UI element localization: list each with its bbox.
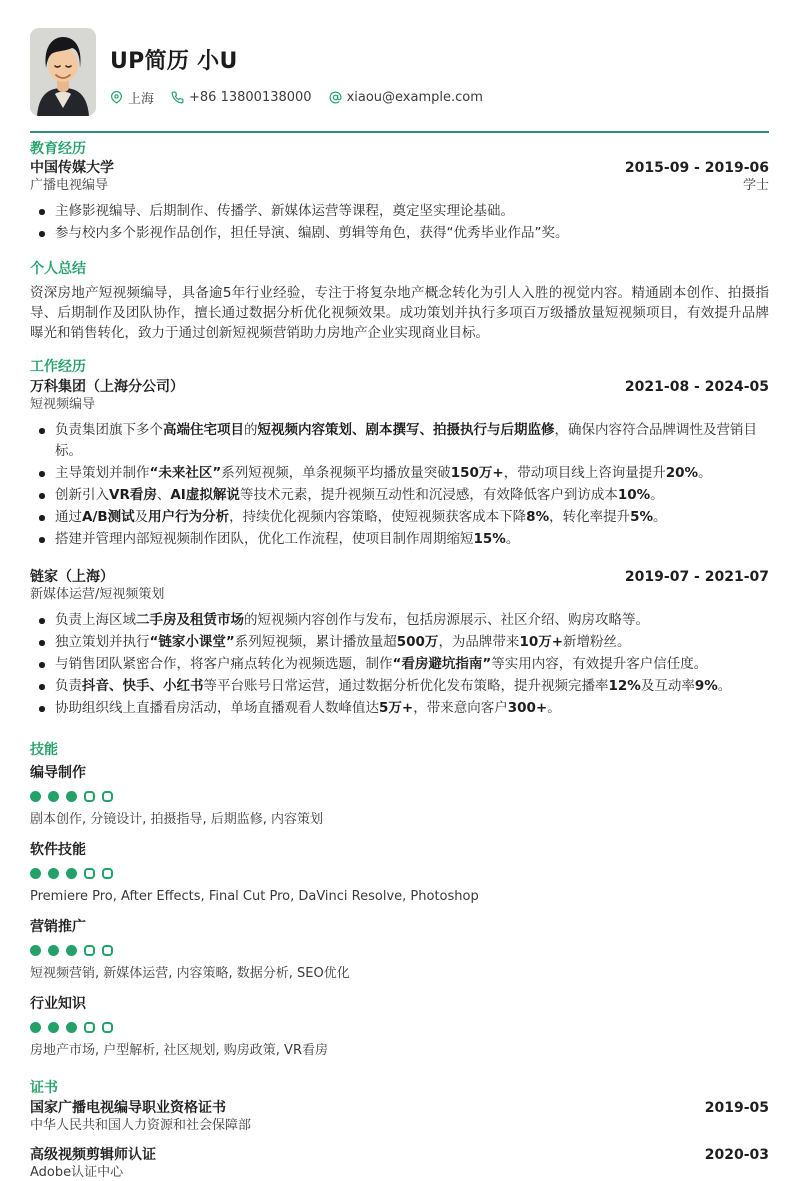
- bullet-item: 参与校内多个影视作品创作，担任导演、编剧、剪辑等角色，获得“优秀毕业作品”奖。: [30, 223, 769, 244]
- bullet-highlight: 12%: [608, 678, 641, 694]
- bullet-text: ，确保内容符合品牌调性及营销目标。: [55, 422, 757, 459]
- header: [30, 0, 769, 116]
- header-divider: [30, 131, 769, 133]
- cert-head-row: [30, 1100, 769, 1117]
- bullet-highlight: 20%: [665, 465, 699, 481]
- bullet-highlight: 8%: [526, 509, 550, 525]
- cert-name: 国家广播电视编导职业资格证书: [30, 1100, 226, 1116]
- job-list: [30, 379, 769, 719]
- education-degree: 学士: [742, 178, 769, 193]
- job-head-row: [30, 569, 769, 586]
- bullet-highlight: 5%: [630, 509, 654, 525]
- bullet-text: ，带来意向客户: [413, 700, 508, 716]
- bullet-text: 通过: [55, 509, 82, 525]
- job-bullets: [30, 610, 769, 719]
- skill-items: 房地产市场, 户型解析, 社区规划, 购房政策, VR看房: [30, 1043, 328, 1058]
- bullet-highlight: AI虚拟解说: [170, 487, 240, 503]
- cert-date: 2019-05: [704, 1100, 769, 1116]
- bullet-text: 负责: [55, 678, 82, 694]
- bullet-highlight: 用户行为分析: [148, 509, 230, 525]
- bullet-text: 的: [244, 422, 258, 438]
- bullet-item: [30, 485, 769, 506]
- skill-dot-empty: [84, 945, 95, 956]
- school-name: 中国传媒大学: [30, 160, 114, 176]
- education-bullets: [30, 201, 769, 244]
- skill-dot-empty: [102, 868, 113, 879]
- skill-dot-filled: [48, 945, 59, 956]
- cert-item: [30, 1100, 769, 1134]
- bullet-highlight: 9%: [694, 678, 718, 694]
- education-sub-row: [30, 178, 769, 194]
- bullet-text: 主导策划并制作: [55, 465, 150, 481]
- bullet-highlight: VR看房: [109, 487, 157, 503]
- bullet-highlight: “链家小课堂”: [149, 634, 235, 650]
- bullet-item: [30, 698, 769, 719]
- location-pin-icon: [110, 91, 123, 104]
- bullet-text: 负责上海区域: [55, 612, 136, 628]
- skill-dot-filled: [66, 791, 77, 802]
- contact-row: [110, 88, 483, 107]
- bullet-highlight: 150万+: [450, 465, 504, 481]
- bullet-text: 。: [653, 509, 667, 525]
- bullet-highlight: 300+: [507, 700, 548, 716]
- education-date: 2015-09 - 2019-06: [624, 160, 769, 176]
- skill-dot-empty: [102, 791, 113, 802]
- skill-level-dots: [30, 1022, 769, 1033]
- bullet-item: [30, 654, 769, 675]
- bullet-text: 独立策划并执行: [55, 634, 150, 650]
- bullet-text: 创新引入: [55, 487, 109, 503]
- bullet-text: ，持续优化视频内容策略，使短视频获客成本下降: [229, 509, 527, 525]
- bullet-item: [30, 507, 769, 528]
- company-name: 链家（上海）: [30, 569, 114, 585]
- bullet-text: 。: [650, 487, 664, 503]
- skill-group: [30, 996, 769, 1059]
- cert-date: 2020-03: [704, 1147, 769, 1163]
- skill-items: Premiere Pro, After Effects, Final Cut Pro, DaVinci Resolve, Photoshop: [30, 889, 479, 904]
- contact-phone-text: +86 13800138000: [189, 90, 312, 105]
- skill-dot-empty: [84, 1022, 95, 1033]
- section-title-skills: 技能: [30, 742, 58, 758]
- company-name: 万科集团（上海分公司）: [30, 379, 184, 395]
- contact-email: [329, 90, 483, 105]
- job-head-row: [30, 379, 769, 396]
- section-certs: [30, 1080, 769, 1181]
- skill-name: 编导制作: [30, 765, 86, 781]
- bullet-item: [30, 420, 769, 462]
- section-summary: [30, 261, 769, 343]
- contact-phone: [171, 90, 312, 105]
- cert-head-row: [30, 1147, 769, 1164]
- skill-level-dots: [30, 868, 769, 879]
- bullet-item: [30, 529, 769, 550]
- section-skills: [30, 742, 769, 1059]
- skill-group: [30, 842, 769, 905]
- cert-list: [30, 1100, 769, 1181]
- header-identity: [110, 28, 483, 116]
- education-major: 广播电视编导: [30, 178, 109, 193]
- section-title-certs: 证书: [30, 1080, 58, 1096]
- skill-dot-filled: [48, 791, 59, 802]
- skill-dot-filled: [48, 1022, 59, 1033]
- skill-dot-filled: [30, 868, 41, 879]
- job: [30, 569, 769, 719]
- skill-dot-empty: [84, 791, 95, 802]
- bullet-text: 新增粉丝。: [563, 634, 631, 650]
- phone-icon: [171, 91, 184, 104]
- bullet-highlight: 二手房及租赁市场: [136, 612, 244, 628]
- bullet-highlight: 10%: [617, 487, 651, 503]
- job-role: 新媒体运营/短视频策划: [30, 587, 165, 602]
- bullet-text: 及: [134, 509, 149, 525]
- profile-photo-illustration: [30, 28, 96, 116]
- section-experience: [30, 359, 769, 719]
- skill-name: 软件技能: [30, 842, 86, 858]
- bullet-text: ，为品牌带来: [438, 634, 520, 650]
- skill-name: 行业知识: [30, 996, 86, 1012]
- bullet-highlight: A/B测试: [82, 509, 135, 525]
- bullet-text: 等技术元素，提升视频互动性和沉浸感，有效降低客户到访成本: [239, 487, 618, 503]
- section-title-experience: 工作经历: [30, 359, 86, 375]
- skill-dot-empty: [102, 1022, 113, 1033]
- bullet-text: 及互动率: [640, 678, 695, 694]
- summary-text: 资深房地产短视频编导，具备逾5年行业经验，专注于将复杂地产概念转化为引人入胜的视觉内容。精通剧本创作、拍摄指导、后期制作及团队协作，擅长通过数据分析优化视频效果。成功策划并执行多项百万级播放量短视频项目，有效提升品牌曝光和销售转化，致力于通过创新短视频营销助力房地产企业实现商业目标。: [30, 285, 769, 341]
- bullet-highlight: 短视频内容策划、剧本撰写、拍摄执行与后期监修: [257, 422, 555, 438]
- bullet-text: 负责集团旗下多个: [55, 422, 163, 438]
- cert-item: [30, 1147, 769, 1181]
- job-bullets: [30, 420, 769, 550]
- skill-dot-filled: [66, 945, 77, 956]
- skill-dot-filled: [66, 1022, 77, 1033]
- skill-name: 营销推广: [30, 919, 86, 935]
- bullet-highlight: “未来社区”: [149, 465, 222, 481]
- bullet-text: 协助组织线上直播看房活动，单场直播观看人数峰值达: [55, 700, 379, 716]
- bullet-highlight: 高端住宅项目: [163, 422, 244, 438]
- bullet-text: 系列短视频，累计播放量超: [234, 634, 397, 650]
- section-education: [30, 141, 769, 244]
- skill-group: [30, 919, 769, 982]
- bullet-text: 、: [156, 487, 171, 503]
- skill-dot-empty: [84, 868, 95, 879]
- skill-level-dots: [30, 791, 769, 802]
- skill-dot-empty: [102, 945, 113, 956]
- bullet-item: 主修影视编导、后期制作、传播学、新媒体运营等课程，奠定坚实理论基础。: [30, 201, 769, 222]
- bullet-highlight: 500万: [396, 634, 439, 650]
- bullet-text: 搭建并管理内部短视频制作团队，优化工作流程，使项目制作周期缩短: [55, 531, 474, 547]
- section-title-summary: 个人总结: [30, 261, 86, 277]
- bullet-text: 。: [547, 700, 561, 716]
- skill-items: 短视频营销, 新媒体运营, 内容策略, 数据分析, SEO优化: [30, 966, 350, 981]
- cert-name: 高级视频剪辑师认证: [30, 1147, 156, 1163]
- bullet-item: [30, 632, 769, 653]
- bullet-highlight: 10万+: [519, 634, 564, 650]
- bullet-text: 。: [717, 678, 732, 694]
- bullet-text: 的短视频内容创作与发布，包括房源展示、社区介绍、购房攻略等。: [244, 612, 649, 628]
- contact-location: [110, 88, 154, 107]
- job-date: 2019-07 - 2021-07: [624, 569, 769, 585]
- person-name: UP简历 小U: [110, 49, 238, 74]
- bullet-item: [30, 676, 769, 697]
- job-date: 2021-08 - 2024-05: [624, 379, 769, 395]
- skill-dot-filled: [30, 945, 41, 956]
- skill-dot-filled: [30, 1022, 41, 1033]
- bullet-highlight: 抖音、快手、小红书: [82, 678, 204, 694]
- bullet-text: 等平台账号日常运营，通过数据分析优化发布策略，提升视频完播率: [203, 678, 609, 694]
- cert-issuer: Adobe认证中心: [30, 1165, 124, 1180]
- section-title-education: 教育经历: [30, 141, 86, 157]
- bullet-text: 。: [698, 465, 712, 481]
- bullet-text: 与销售团队紧密合作，将客户痛点转化为视频选题，制作: [55, 656, 393, 672]
- skill-dot-filled: [30, 791, 41, 802]
- bullet-text: ，转化率提升: [549, 509, 631, 525]
- skill-group: [30, 765, 769, 828]
- bullet-text: 系列短视频，单条视频平均播放量突破: [221, 465, 451, 481]
- bullet-text: 等实用内容，有效提升客户信任度。: [491, 656, 708, 672]
- bullet-text: 。: [505, 531, 520, 547]
- skill-group-list: [30, 765, 769, 1059]
- job: [30, 379, 769, 550]
- at-sign-icon: [329, 91, 342, 104]
- skill-dot-filled: [66, 868, 77, 879]
- skill-items: 剧本创作, 分镜设计, 拍摄指导, 后期监修, 内容策划: [30, 812, 324, 827]
- contact-email-text: xiaou@example.com: [346, 90, 483, 105]
- skill-level-dots: [30, 945, 769, 956]
- bullet-highlight: 15%: [473, 531, 506, 547]
- bullet-item: [30, 610, 769, 631]
- job-role: 短视频编导: [30, 397, 96, 412]
- bullet-text: ，带动项目线上咨询量提升: [503, 465, 666, 481]
- bullet-highlight: 5万+: [379, 700, 414, 716]
- bullet-highlight: “看房避坑指南”: [392, 656, 492, 672]
- contact-location-text: 上海: [128, 92, 155, 107]
- education-head-row: [30, 160, 769, 177]
- cert-issuer: 中华人民共和国人力资源和社会保障部: [30, 1118, 252, 1133]
- bullet-item: [30, 463, 769, 484]
- skill-dot-filled: [48, 868, 59, 879]
- profile-photo: [30, 28, 96, 116]
